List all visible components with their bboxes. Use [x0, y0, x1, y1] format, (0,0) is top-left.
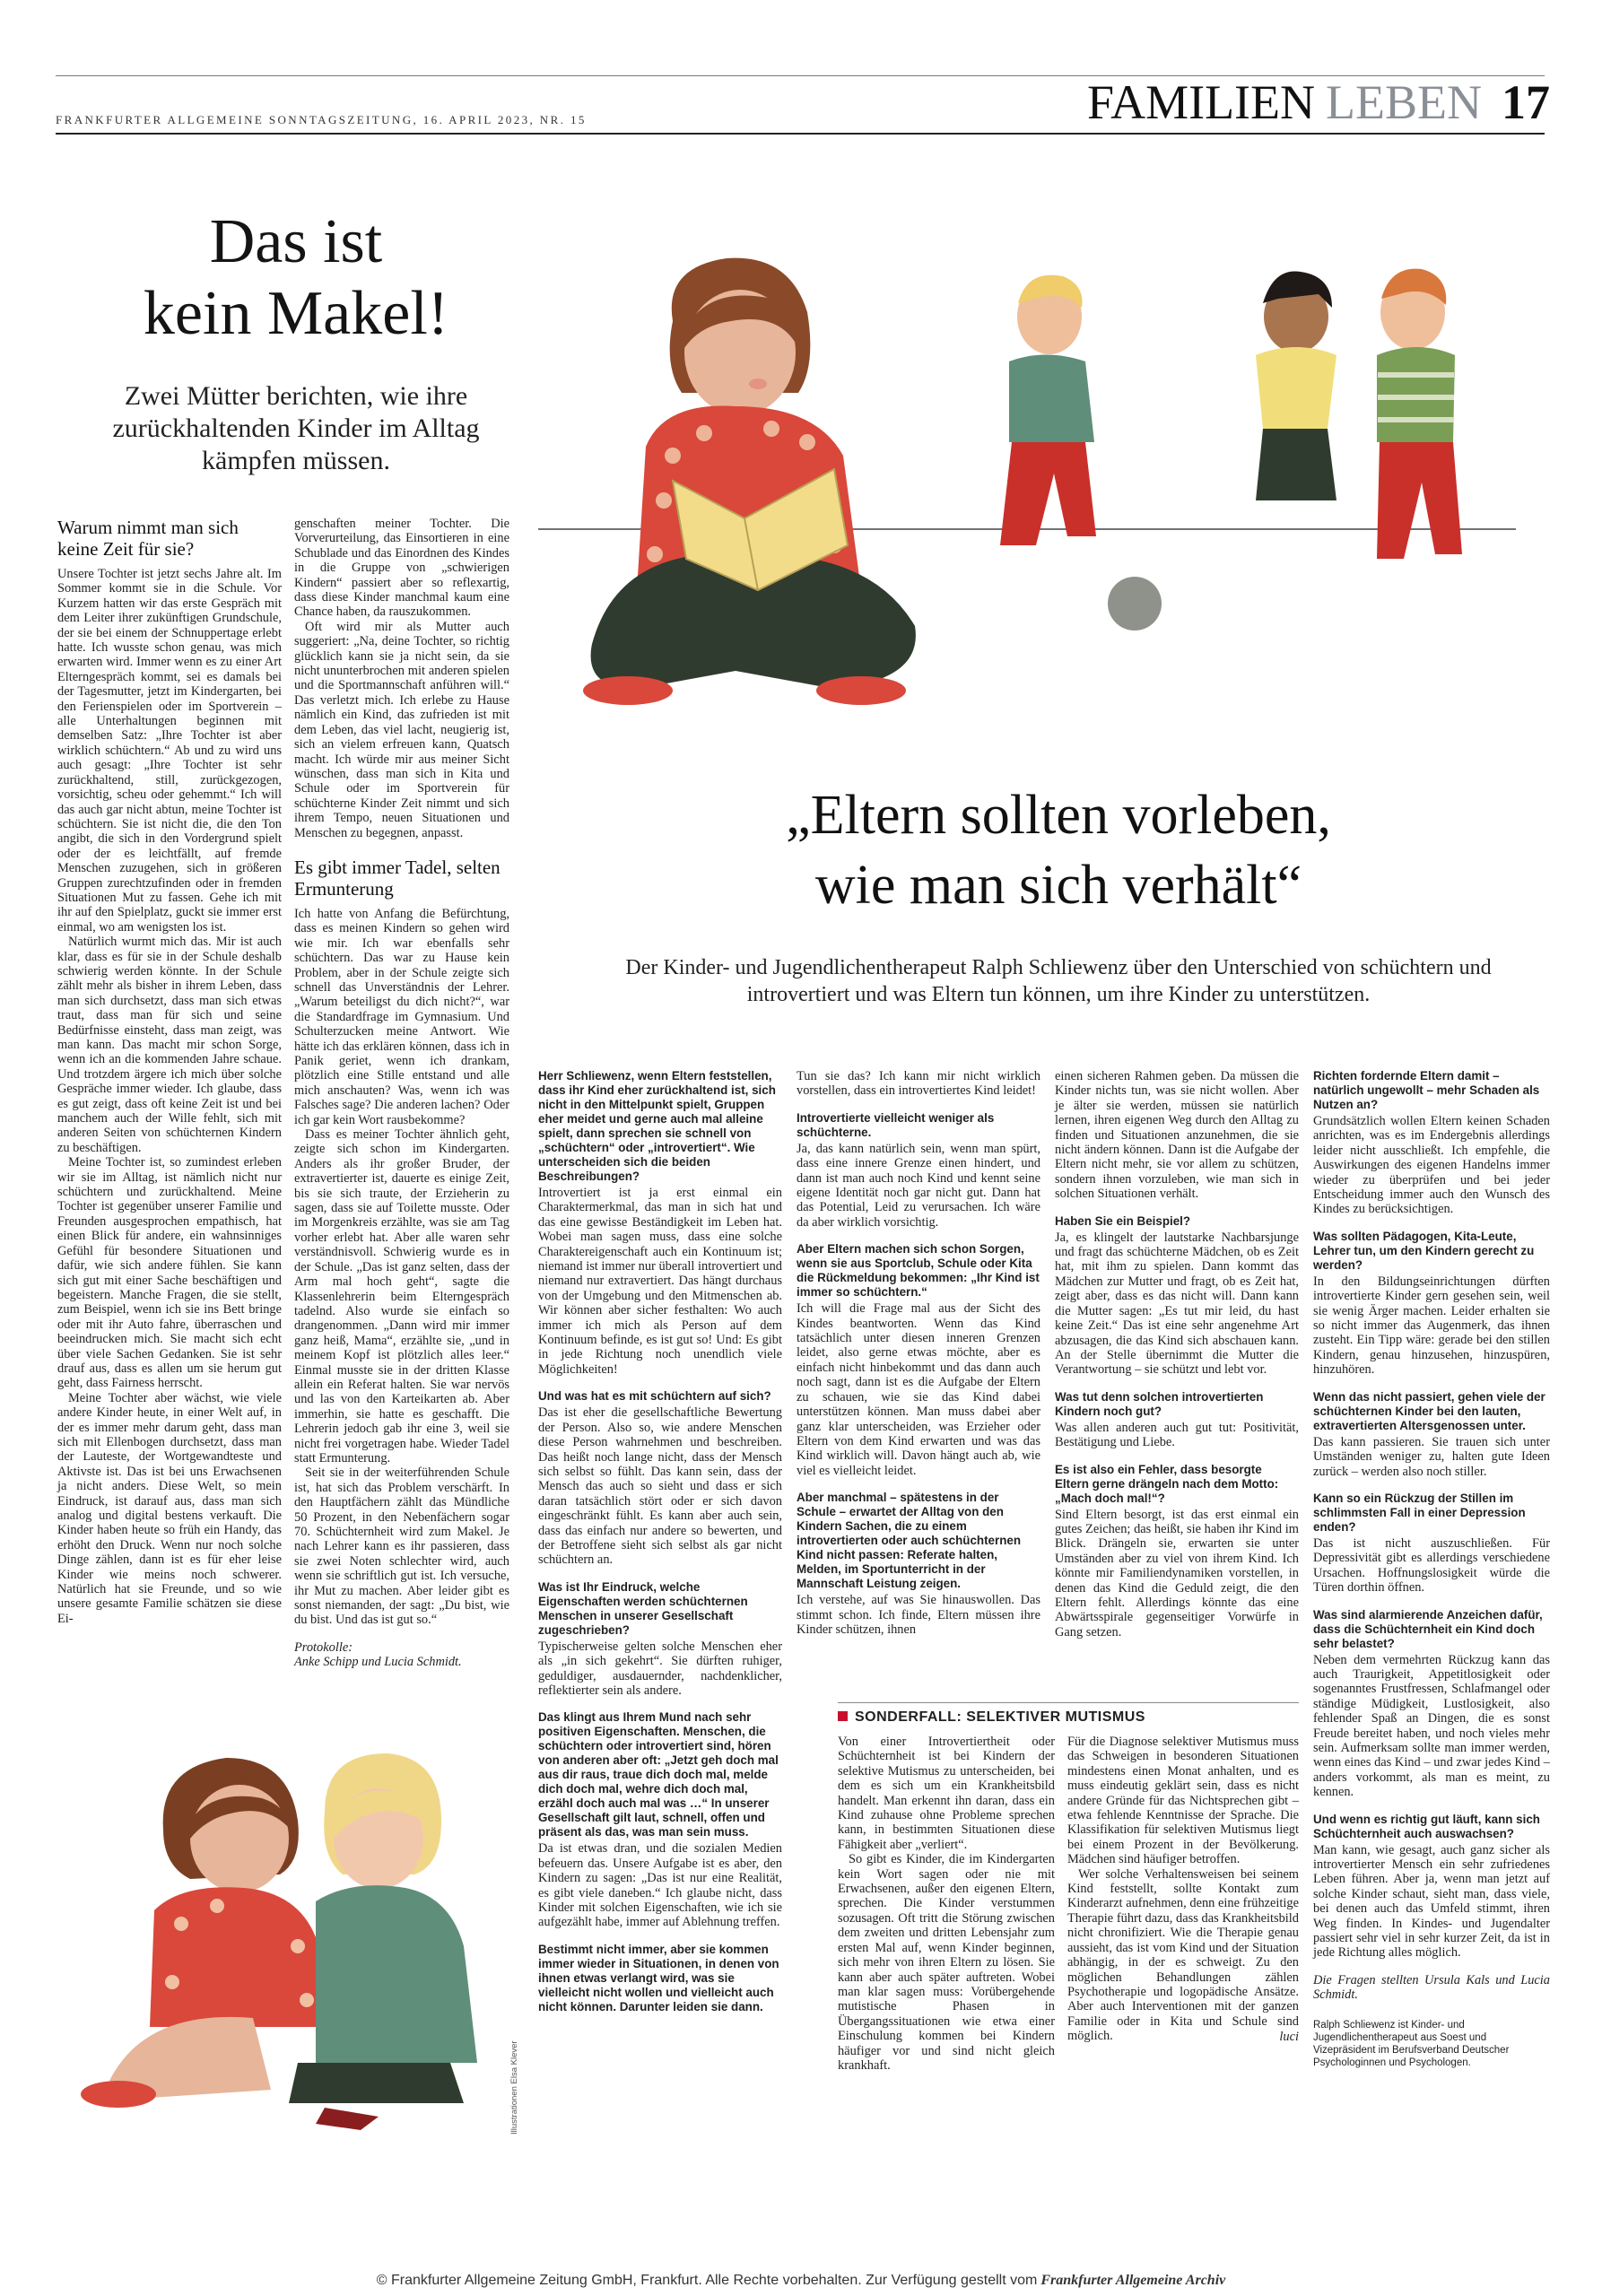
story1-headline	[108, 206, 484, 350]
interview-question: Was ist Ihr Eindruck, welche Eigenschaften werden schüchternen Menschen in unserer Gesellschaft zugeschrieben?	[538, 1579, 748, 1637]
interview-column-3	[1055, 1069, 1299, 1639]
sidebar-paragraph: Von einer Introvertiertheit oder Schüchternheit ist bei Kindern der selektive Mutismus zu unterscheiden, bei dem es sich um ein Krankheitsbild handelt. Man erkennt ihn daran, dass ein Kind zuhause ohne Probleme sprechen kann, in bestimmten Situationen diese Fähigkeit aber „verliert“.	[838, 1735, 1055, 1852]
interview-answer: Grundsätzlich wollen Eltern keinen Schaden anrichten, was es im Endergebnis allerdings leider nicht ausschließt. Ich empfehle, die Auswirkungen des eigenen Handelns immer wieder zu überprüfen und bei jeder Entscheidung immer auch den Wunsch des Kindes zu berücksichtigen.	[1313, 1114, 1550, 1217]
section-title	[1030, 75, 1550, 129]
interview-answer: In den Bildungseinrichtungen dürften introvertierte Kinder gern gesehen sein, weil sie wenig Ärger machen. Leider erhalten sie so nicht immer das Augenmerk, das ihnen zusteht. Ein Tipp wäre: gerade bei den stillen Kindern, genau hinzusehen, hinzuspüren, hinzuhören.	[1313, 1274, 1550, 1378]
boy-kicking-ball-figure	[1000, 275, 1162, 631]
interview-question: Und was hat es mit schüchtern auf sich?	[538, 1389, 771, 1404]
footer-text: © Frankfurter Allgemeine Zeitung GmbH, Frankfurt. Alle Rechte vorbehalten. Zur Verfügung gestellt vom	[376, 2273, 1038, 2288]
interview-question: Es ist also ein Fehler, dass besorgte Eltern gerne drängeln nach dem Motto: „Mach doch mal!“?	[1055, 1462, 1279, 1505]
sidebar-column-1	[838, 1735, 1055, 2073]
story1-col1-paragraph: Natürlich wurmt mich das. Mir ist auch klar, dass es für sie in der Schule deshalb schwierig werden könnte. In der Schule zählt mehr als bisher in ihrem Leben, dass man sich durchsetzt, dass man sich etwas traut, dass man für sich und seine Bedürfnisse einsteht, dass man zeigt, was man kann. Das macht mir schon Sorge, wenn ich an die kommenden Jahre schaue. Und trotzdem ärgere ich mich über solche Gespräche immer wieder. Ich glaube, dass es gut zeigt, dass oft keine Zeit ist und bei manchem auch der Wille fehlt, sich mit anderen Seiten von schüchternen Kindern zu beschäftigen.	[57, 935, 282, 1155]
interview-answer: Das ist eher die gesellschaftliche Bewertung der Person. Also so, wie andere Menschen diese Person wahrnehmen und beschreiben. Das heißt noch lange nicht, dass der Mensch sich selbst so fühlt. Das kann sein, dass der Mensch das auch so sieht und dass er sich daran tatsächlich stört oder er sich davon eingeschränkt fühlt. Es kann aber auch sein, dass das einfach nur andere so bewerten, und der Betroffene sieht sich selbst als gar nicht schüchtern an.	[538, 1405, 782, 1568]
interview-question: Wenn das nicht passiert, gehen viele der schüchternen Kinder bei den lauten, extravertierten Altersgenossen unter.	[1313, 1389, 1545, 1432]
interview-question: Kann so ein Rückzug der Stillen im schlimmsten Fall in einer Depression enden?	[1313, 1491, 1526, 1534]
story1-column-1	[57, 517, 282, 1626]
interview-question: Was sind alarmierende Anzeichen dafür, dass die Schüchternheit ein Kind doch sehr belastet?	[1313, 1607, 1543, 1650]
page-number: 17	[1502, 75, 1550, 129]
interview-answer: Neben dem vermehrten Rückzug kann das auch Traurigkeit, Appetitlosigkeit oder sogenanntes Frustfressen, Schlafmangel oder ständige Müdigkeit, Lustlosigkeit, also fehlender Spaß an Dingen, die es sonst Freude bereitet haben, und noch vieles mehr sein. Aufmerksam sollte man immer werden, wenn eines das Kind – und zwar jedes Kind – anders vorkommt, als man es meint, zu kennen.	[1313, 1652, 1550, 1800]
masthead-rule	[56, 133, 1545, 135]
illustration-credit	[509, 1901, 527, 2152]
sidebar-title	[838, 1709, 1322, 1726]
interview-answer: Ich verstehe, auf was Sie hinauswollen. Das stimmt schon. Ich finde, Eltern müssen ihre Kinder schützen, ihnen	[797, 1593, 1040, 1637]
interview-answer: Das ist nicht auszuschließen. Für Depressivität gibt es allerdings verschiedene Ursachen. Hoffnungslosigkeit würde die Türen dorthin öffnen.	[1313, 1535, 1550, 1596]
boy-striped-shirt-figure	[1377, 269, 1462, 559]
interview-answer: Ja, das kann natürlich sein, wenn man spürt, dass eine innere Grenze einen hindert, und dann ist man auch noch Kind und kennt seine eigene Identität noch gar nicht gut. Dann hat das Potential, Leid zu verursachen. Ich wäre da aber wirklich vorsichtig.	[797, 1141, 1040, 1230]
interview-answer: Typischerweise gelten solche Menschen eher als „in sich gekehrt“. Sie dürften ruhiger, geduldiger, ausdauernder, nachdenklicher, reflektierter sein als andere.	[538, 1639, 782, 1698]
interview-answer: einen sicheren Rahmen geben. Da müssen die Kinder nichts tun, was sie nicht wollen. Aber je älter sie werden, müssen sie natürlich lernen, ihren eigenen Weg durch den Alltag zu finden und Situationen anzunehmen, die sie nicht ändern können. Dann ist die Aufgabe der Eltern nicht mehr, sie vor allem zu schützen, sondern ihnen vorzuleben, wie man sich in solchen Situationen verhält.	[1055, 1069, 1299, 1202]
story1-col2-paragraph: Dass es meiner Tochter ähnlich geht, zeigte sich schon im Kindergarten. Anders als ihr großer Bruder, der extravertierter ist, dauerte es einige Zeit, bis sie sich traute, der Erzieherin zu sagen, dass sie auf Toilette musste. Oder im Morgenkreis erzählte, was sie am Tag vorher erlebt hat. Aber alle waren sehr verständnisvoll. Schwierig wurde es in der Schule. „Das ist ganz selten, dass der Arm mal hoch geht“, sagte die Klassenlehrerin beim Elterngespräch tadelnd. Also wurde sie einfach so drangenommen. „Dann wird mir immer ganz heiß, Mama“, erzählte sie, „und in meinem Kopf ist plötzlich alles leer.“ Einmal musste sie in der dritten Klasse allein ein Referat halten. Sie war nervös und las von den Karteikarten ab. Aber immerhin, sie hatte es geschafft. Die Lehrerin jedoch gab ihr eine 3, weil sie nicht frei vorgetragen habe. Wieder Tadel statt Ermunterung.	[294, 1127, 509, 1465]
interview-answer: Ja, es klingelt der lautstarke Nachbarsjunge und fragt das schüchterne Mädchen, ob es Zeit hat, mit ihm zu spielen. Dann kommt das Mädchen zur Mutter und fragt, ob es Zeit hat, zeigt aber, dass es das nicht will. Dann kann die Mutter sagen: „Es tut mir leid, du hast keine Zeit.“ Das ist eine sehr angenehme Art abzusagen, die das Kind sich abschauen kann. An der Stelle übernimmt die Mutter die Verantwortung – sie schützt und lebt vor.	[1055, 1230, 1299, 1378]
interview-answer: Das kann passieren. Sie trauen sich unter Umständen weniger zu, halten gute Ideen zurück – werden also noch stiller.	[1313, 1434, 1550, 1479]
reading-girl-figure	[583, 258, 916, 705]
interview-answer: Da ist etwas dran, und die sozialen Medien befeuern das. Unsere Aufgabe ist es aber, den Kindern zu sagen: „Das ist nur eine Realität, es gibt viele daneben.“ Ich glaube nicht, dass Kinder mit solchen Eigenschaften, wie ich sie aufgezählt habe, immer auf Ablehnung treffen.	[538, 1841, 782, 1930]
story1-col2-paragraph: Ich hatte von Anfang die Befürchtung, dass es meinen Kindern so gehen wird wie mir. Ich war ebenfalls sehr schüchtern. Das war zu Hause kein Problem, aber in der Schule zeigte sich schnell das Unverständnis der Lehrer. „Warum beteiligst du dich nicht?“, war die Standardfrage im Gymnasium. Und Schulterzucken meine Antwort. Wie hätte ich das erklären können, dass ich in Panik geriet, wenn ich drankam, plötzlich eine Stille entstand und alle mich anschauten? Was, wenn ich was Falsches sage? Die anderen lachen? Oder ich gar kein Wort rausbekomme?	[294, 906, 509, 1127]
illustration-credit-text: Illustrationen Elsa Klever	[509, 2040, 519, 2135]
interview-question: Aber Eltern machen sich schon Sorgen, wenn sie aus Sportclub, Schule oder Kita die Rückmeldung bekommen: „Ihr Kind ist immer so schüchtern.“	[797, 1242, 1040, 1300]
story2-quote-line1: „Eltern sollten vorleben,	[786, 785, 1331, 846]
masthead-dateline: FRANKFURTER ALLGEMEINE SONNTAGSZEITUNG, 16. APRIL 2023, NR. 15	[56, 113, 587, 126]
interview-answer: Sind Eltern besorgt, ist das erst einmal ein gutes Zeichen; das heißt, sie haben ihr Kind im Blick. Drängeln sie, erwarten sie unter Umständen aber zu viel von ihrem Kind. Ich könnte mir Familiendynamiken vorstellen, in denen das Kind die Geduld zeigt, die den Eltern fehlt. Allerdings könnte das eine Abwärtsspirale gegenseitiger Vorwürfe in Gang setzen.	[1055, 1507, 1299, 1639]
sidebar-title-text: SONDERFALL: SELEKTIVER MUTISMUS	[855, 1709, 1145, 1725]
story1-headline-line1: Das ist	[209, 207, 383, 276]
sidebar-paragraph: Für die Diagnose selektiver Mutismus muss das Schweigen in besonderen Situationen mindestens einen Monat anhalten, und es muss eindeutig geklärt sein, dass es nicht andere Gründe für das Nichtsprechen gibt – etwa fehlende Kenntnisse der Sprache. Die Klassifikation für selektiven Mutismus liegt bei einem Prozent in der Bevölkerung. Mädchen sind häufiger betroffen.	[1067, 1735, 1299, 1867]
interview-question: Introvertierte vielleicht weniger als schüchterne.	[797, 1110, 995, 1139]
interview-question: Was tut denn solchen introvertierten Kindern noch gut?	[1055, 1389, 1264, 1418]
story1-subhead: Zwei Mütter berichten, wie ihre zurückhaltenden Kinder im Alltag kämpfen müssen.	[112, 381, 480, 475]
interview-answer: Was allen anderen auch gut tut: Positivität, Bestätigung und Liebe.	[1055, 1420, 1299, 1450]
girl-dark-hair-figure	[81, 1758, 325, 2108]
sidebar-signature: luci	[1279, 2029, 1299, 2044]
story1-col1-heading: Warum nimmt man sich keine Zeit für sie?	[57, 517, 239, 560]
girl-blonde-figure	[289, 1753, 477, 2130]
protokoll-names: Anke Schipp und Lucia Schmidt.	[294, 1655, 462, 1670]
interview-question: Richten fordernde Eltern damit – natürlich ungewollt – mehr Schaden als Nutzen an?	[1313, 1069, 1540, 1111]
interview-answer: Introvertiert ist ja erst einmal ein Charaktermerkmal, das man in sich hat und das eine gewisse Beständigkeit im Leben hat. Wobei man sagen muss, dass eine solche Charaktereigenschaft auch ein Kontinuum ist; niemand ist immer nur überall introvertiert und niemand nur extravertiert. Das hängt durchaus von der Umgebung und den Mitmenschen ab. Wir können aber sicher festhalten: Wo auch immer ich mich als Person auf dem Kontinuum befinde, es ist gut so! Und: Es gibt in jede Richtung noch unendlich viele Möglichkeiten!	[538, 1186, 782, 1377]
interview-credit: Die Fragen stellten Ursula Kals und Lucia Schmidt.	[1313, 1972, 1550, 2003]
story2-headline-quote	[538, 780, 1579, 920]
section-title-word-1: FAMILIEN	[1087, 75, 1316, 129]
interview-column-1	[538, 1069, 782, 2016]
illustration-two-girls	[56, 1704, 504, 2152]
story2-teaser: Der Kinder- und Jugendlichentherapeut Ralph Schliewenz über den Unterschied von schüchtern und introvertiert und was Eltern tun können, um ihre Kinder zu unterstützen.	[625, 956, 1492, 1006]
interview-answer: Ich will die Frage mal aus der Sicht des Kindes beantworten. Wenn das Kind tatsächlich unter diesen inneren Grenzen leidet, also gerne etwas möchte, aber es einfach nicht hinbekommt und das dann auch noch sagt, dann ist es die Aufgabe der Eltern zu schauen, wie sie das Kind dabei unterstützen können. Man muss dabei aber ganz klar unterscheiden, was Erzieher oder Eltern von dem Kind erwarten und was das Kind wirklich will. Davon hängt auch ab, wie viel es vielleicht leidet.	[797, 1301, 1040, 1478]
protokoll-credit	[294, 1640, 509, 1670]
archive-logo-text: Frankfurter Allgemeine Archiv	[1040, 2273, 1226, 2288]
interview-question: Haben Sie ein Beispiel?	[1055, 1213, 1191, 1228]
interview-question: Und wenn es richtig gut läuft, kann sich Schüchternheit auch auswachsen?	[1313, 1812, 1540, 1840]
interview-question: Bestimmt nicht immer, aber sie kommen immer wieder in Situationen, in denen von ihnen etwas verlangt wird, was sie vielleicht nicht wollen und vielleicht auch nicht können. Darunter leiden sie dann.	[538, 1942, 779, 2013]
story1-column-2	[294, 517, 509, 1670]
story1-col2-paragraph: Oft wird mir als Mutter auch suggeriert: „Na, deine Tochter, so richtig glücklich kann sie ja nicht sein, da sie nicht ununterbrochen mit anderen spielen und die Sportmannschaft anführen will.“ Das verletzt mich. Ich erlebe zu Hause nämlich ein Kind, das zufrieden ist mit dem Leben, das viel lacht, neugierig ist, sich an vielem erfreuen kann, Quatsch macht. Ich würde mir aus meiner Sicht wünschen, dass man sich in Kita und Schule oder im Sportverein für schüchterne Kinder Zeit nimmt und sich ihrem Tempo, neuen Situationen und Menschen zu begegnen, anpasst.	[294, 619, 509, 840]
sidebar-column-2	[1067, 1735, 1299, 2044]
story1-col1-paragraph: Meine Tochter aber wächst, wie viele andere Kinder heute, in einer Welt auf, in der es immer mehr darum geht, dass man sich mit Ellenbogen durchsetzt, dass man der Lauteste, der Wortgewandteste und Aktivste ist. Das ist bei uns Erwachsenen ja nicht anders. Diese Welt, so mein Eindruck, ist darauf aus, dass man sich analog und digital bestens verkauft. Die Kinder haben heute so früh ein Handy, das erhöht den Druck. Wenn nur noch solche Dinge zählen, dann ist es für eher leise Kinder wie meins noch schwerer. Natürlich hat sie Freunde, und so wie unsere gesamte Familie schätzen sie diese Ei-	[57, 1390, 282, 1626]
illustration-children-playing	[538, 249, 1579, 752]
interview-column-4	[1313, 1069, 1550, 2069]
story1-headline-line2: kein Makel!	[143, 279, 449, 348]
interview-question: Was sollten Pädagogen, Kita-Leute, Lehrer tun, um den Kindern gerecht zu werden?	[1313, 1229, 1535, 1272]
interview-question: Herr Schliewenz, wenn Eltern feststellen, dass ihr Kind eher zurückhaltend ist, sich nicht in den Mittelpunkt spielt, Gruppen eher meidet und gerne auch mal alleine spielt, dann sprechen sie schnell von „schüchtern“ oder „introvertiert“. Wie unterscheiden sich die beiden Beschreibungen?	[538, 1069, 776, 1183]
protokoll-label: Protokolle:	[294, 1639, 353, 1655]
girl-pigtails-figure	[1256, 271, 1336, 500]
footer-copyright	[0, 2273, 1602, 2289]
author-bio: Ralph Schliewenz ist Kinder- und Jugendlichentherapeut aus Soest und Vizepräsident im Berufsverband Deutscher Psychologinnen und Psychologen.	[1313, 2019, 1510, 2068]
interview-column-2	[797, 1069, 1040, 1637]
sidebar-paragraph: Wer solche Verhaltensweisen bei seinem Kind feststellt, sollte Kontakt zum Kinderarzt aufnehmen, denn eine frühzeitige Therapie führt dazu, dass das Krankheitsbild nicht chronifiziert. Wie die Therapie genau aussieht, das ist vom Kind und der Situation abhängig, in der es schweigt. Zu den möglichen Behandlungen zählen Psychotherapie und logopädische Ansätze. Aber auch Interventionen mit der ganzen Familie oder in Kita und Schule sind möglich.	[1067, 1866, 1299, 2044]
interview-question: Das klingt aus Ihrem Mund nach sehr positiven Eigenschaften. Menschen, die schüchtern oder introvertiert sind, hören von anderen aber oft: „Jetzt geh doch mal aus dir raus, traue dich doch mal, melde dich doch mal, wehre dich doch mal, erzähl doch auch mal was …“ In unserer Gesellschaft gilt laut, schnell, offen und präsent als das, was man sein muss.	[538, 1710, 779, 1839]
sidebar-top-rule	[838, 1702, 1299, 1703]
section-title-word-2: LEBEN	[1326, 75, 1482, 129]
red-square-icon	[838, 1711, 848, 1721]
story1-col2-heading: Es gibt immer Tadel, selten Ermunterung	[294, 856, 501, 900]
story1-col2-paragraph: genschaften meiner Tochter. Die Vorverurteilung, das Einsortieren in eine Schublade und das Einordnen des Kindes in die Gruppe von „schwierigen Kindern“ passiert aber so reflexartig, dass diese Kinder manchmal kaum eine Chance haben, da rauszukommen.	[294, 517, 509, 620]
interview-question: Aber manchmal – spätestens in der Schule – erwartet der Alltag von den Kindern Sachen, die zu einem introvertierten oder auch schüchternen Kind nicht passen: Referate halten, Melden, im Sportunterricht in der Mannschaft Leistung zeigen.	[797, 1491, 1022, 1591]
story1-col2-paragraph: Seit sie in der weiterführenden Schule ist, hat sich das Problem verschärft. In den Hauptfächern zählt das Mündliche 50 Prozent, in den Nebenfächern sogar 70. Schüchternheit wird zum Makel. Je nach Lehrer kann es ihr passieren, dass sie zwei Noten schlechter wird, auch wenn sie schriftlich gut ist. Ich versuche, ihr Mut zu machen. Aber leider gibt es sonst niemanden, der sagt: „Du bist, wie du bist. Und das ist gut so.“	[294, 1465, 509, 1628]
interview-answer: Tun sie das? Ich kann mir nicht wirklich vorstellen, dass ein introvertiertes Kind leidet!	[797, 1069, 1040, 1099]
story1-col1-paragraph: Meine Tochter ist, so zumindest erleben wir sie im Alltag, ist nämlich nicht nur schüchtern und zurückhaltend. Meine Tochter ist gegenüber unserer Familie und Freunden ausgesprochen empathisch, hat einen Blick für andere, ein wahnsinniges Gefühl für besondere Situationen und dafür, wie sich andere fühlen. Sie kann sich gut mit einer Sache beschäftigen und begeistern. Manche Fragen, die sie stellt, zum Beispiel, wenn ich sie ins Bett bringe oder mit ihr Auto fahre, überraschen und beeindrucken mich. Sie macht sich echt über viele Sachen Gedanken. Sie ist sehr drauf aus, dass es allen um sie herum gut geht, dass Fairness herrscht.	[57, 1155, 282, 1391]
story2-quote-line2: wie man sich verhält“	[814, 855, 1302, 916]
sidebar-paragraph: So gibt es Kinder, die im Kindergarten kein Wort sagen oder nie mit Erwachsenen, außer den eigenen Eltern, sprechen. Die Kinder verstummen sozusagen. Oft tritt die Störung zwischen dem zweiten und dritten Lebensjahr zum ersten Mal auf, wenn Kinder beginnen, sich mehr von ihren Eltern zu lösen. Sie kann aber auch später auftreten. Wobei man klar sagen muss: Vorübergehende mutistische Phasen in Übergangssituationen wie etwa einer Einschulung kommen bei Kindern häufiger vor und sind nicht gleich krankhaft.	[838, 1852, 1055, 2073]
story1-col1-paragraph: Unsere Tochter ist jetzt sechs Jahre alt. Im Sommer kommt sie in die Schule. Vor Kurzem hatten wir das erste Gespräch mit dem Leiter ihrer zukünftigen Grundschule, der sie bei einem der Schnuppertage erlebt hatte. Ich wusste schon genau, was mich erwarten wird. Immer wenn es zu einer Art Elterngespräch kommt, sei es damals bei der Tagesmutter, jetzt im Kindergarten, bei den Ferienspielen oder im Sportverein – alle Unterhaltungen beginnen mit demselben Satz: „Ihre Tochter ist aber wirklich schüchtern.“ Ab und zu wird uns auch gesagt: „Ihre Tochter ist sehr zurückhaltend, still, zurückgezogen, vorsichtig, scheu oder gehemmt.“ Ich will das auch gar nicht abtun, meine Tochter ist schüchtern. Sie ist nicht die, die den Ton angibt, die sich in den Vordergrund spielt oder der es leichtfällt, auf fremde Menschen zuzugehen, sich in größeren Gruppen zurechtzufinden oder in fremden Situationen Mut zu fassen. Gehe ich mit ihr auf den Spielplatz, guckt sie immer erst einmal, wo am wenigsten los ist.	[57, 567, 282, 935]
interview-answer: Man kann, wie gesagt, auch ganz sicher als introvertierter Mensch ein sehr zufriedenes Leben führen. Aber ja, wenn man jetzt auf solche Kinder schaut, sieht man, dass viele, bei denen auch das Umfeld stimmt, ihren Weg finden. In Kindes- und Jugendalter passiert sehr viel in sehr kurzer Zeit, da ist in jede Richtung alles möglich.	[1313, 1842, 1550, 1961]
